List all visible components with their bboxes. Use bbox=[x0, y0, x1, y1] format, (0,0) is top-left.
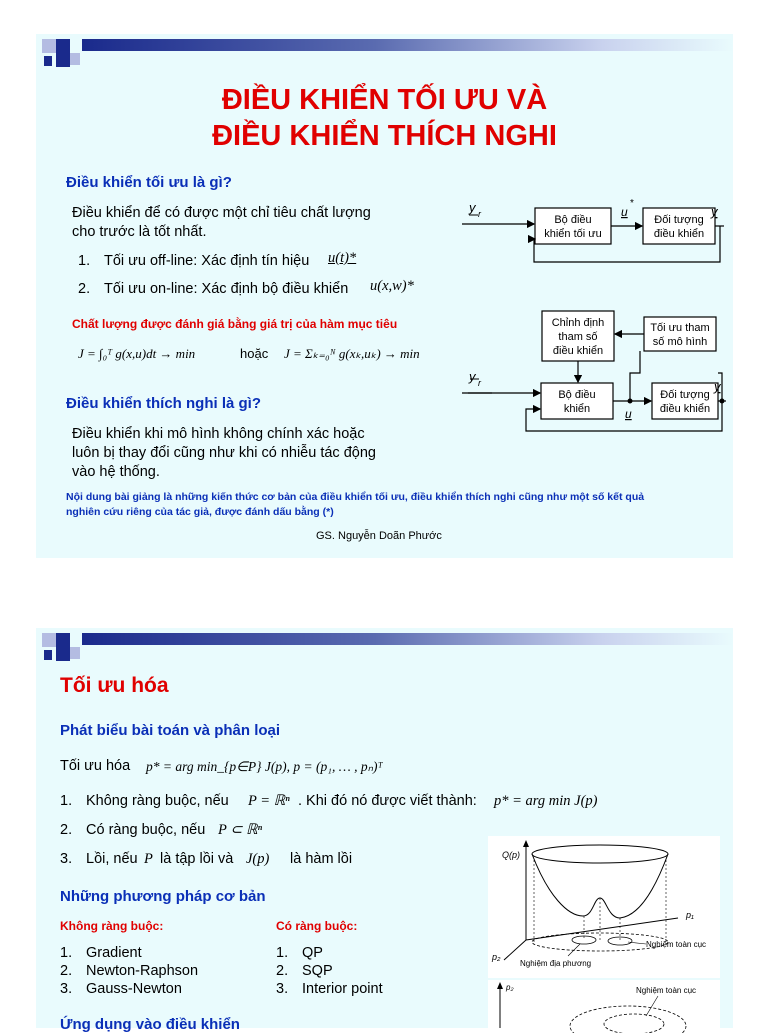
note-line1: Nội dung bài giảng là những kiến thức cơ bản của điều khiển tối ưu, điều khiển thích nghi cũng như một số kết quả bbox=[66, 491, 645, 503]
method-num: 3. bbox=[60, 981, 73, 997]
adaptive-plant-l2: điều khiển bbox=[659, 403, 711, 415]
slide-1 bbox=[36, 34, 733, 558]
convex-math-p: P bbox=[144, 851, 153, 867]
formula-continuous: J = ∫₀ᵀ g(x,u)dt → min bbox=[78, 346, 196, 361]
convex-text: Lồi, nếu bbox=[86, 851, 138, 867]
heading-adaptive-control: Điều khiển thích nghi là gì? bbox=[66, 395, 262, 412]
convex-math-j: J(p) bbox=[246, 851, 270, 867]
tuner-label-l3: điều khiển bbox=[552, 345, 604, 357]
ref-input-label: y bbox=[469, 200, 476, 215]
list-number: 2. bbox=[60, 822, 73, 838]
list-number: 3. bbox=[60, 851, 73, 867]
list-number: 2. bbox=[78, 281, 91, 297]
controller-label-l2: khiển tối ưu bbox=[544, 228, 602, 240]
slide-title-line2: ĐIỀU KHIỂN THÍCH NGHI bbox=[212, 120, 557, 152]
heading-methods: Những phương pháp cơ bản bbox=[60, 888, 266, 905]
p2-axis-label: p₂ bbox=[506, 983, 514, 992]
constrained-math: P ⊂ ℝⁿ bbox=[218, 822, 263, 838]
tuner-label-l1: Chỉnh định bbox=[551, 317, 605, 329]
deco-square bbox=[56, 53, 70, 67]
deco-square bbox=[56, 633, 70, 647]
optimal-signal-label: u bbox=[621, 205, 628, 219]
heading-optimal-control: Điều khiển tối ưu là gì? bbox=[66, 174, 232, 191]
online-item-math: u(x,w)* bbox=[370, 278, 414, 294]
optimization-formula: p* = arg min_{p∈P} J(p), p = (p₁, … , pₙ)ᵀ bbox=[146, 759, 383, 774]
method-gradient: Gradient bbox=[86, 945, 142, 961]
slide-title-line1: ĐIỀU KHIỂN TỐI ƯU VÀ bbox=[221, 84, 548, 116]
online-item-text: Tối ưu on-line: Xác định bộ điều khiển bbox=[104, 281, 349, 297]
slide-2 bbox=[36, 628, 733, 1033]
deco-square bbox=[70, 53, 80, 65]
adaptive-input-ext bbox=[462, 374, 502, 414]
unconstrained-methods-label: Không ràng buộc: bbox=[60, 919, 164, 933]
gradient-bar bbox=[82, 39, 733, 51]
or-word: hoặc bbox=[240, 346, 269, 361]
q-axis-label: Q(p) bbox=[502, 850, 520, 860]
list-number: 1. bbox=[78, 253, 91, 269]
unconstrained-math: P = ℝⁿ bbox=[248, 793, 290, 809]
unconstrained-formula: p* = arg min J(p) bbox=[494, 793, 598, 809]
graph-background bbox=[488, 836, 720, 978]
control-signal-label: u bbox=[625, 407, 632, 421]
convex-text-2: là tập lồi và bbox=[160, 851, 234, 867]
list-number: 1. bbox=[60, 793, 73, 809]
adaptive-def-line3: vào hệ thống. bbox=[72, 464, 160, 480]
optimal-control-diagram bbox=[456, 194, 726, 269]
deco-square bbox=[44, 650, 52, 660]
p1-axis-label: p₁ bbox=[686, 910, 694, 920]
method-qp: QP bbox=[302, 945, 323, 961]
constrained-methods-label: Có ràng buộc: bbox=[276, 919, 358, 933]
slide-title: Tối ưu hóa bbox=[60, 674, 169, 697]
output-label: y bbox=[711, 204, 718, 219]
nonconvex-surface-graph bbox=[488, 836, 720, 978]
optimal-signal-star: * bbox=[630, 198, 634, 209]
optimal-def-line1: Điều khiển để có được một chỉ tiêu chất lượng bbox=[72, 205, 371, 221]
optimal-def-line2: cho trước là tốt nhất. bbox=[72, 224, 207, 240]
offline-item-text: Tối ưu off-line: Xác định tín hiệu bbox=[104, 253, 310, 269]
author: GS. Nguyễn Doãn Phước bbox=[316, 530, 442, 542]
controller-label-l1: Bộ điều bbox=[554, 214, 592, 226]
adaptive-def-line2: luôn bị thay đổi cũng như khi có nhiễu tác động bbox=[72, 445, 376, 461]
local-optimum-label: Nghiệm địa phương bbox=[520, 959, 592, 968]
global-optimum-label: Nghiệm toàn cục bbox=[636, 986, 697, 995]
optimizer-label-l1: Tối ưu tham bbox=[650, 322, 710, 334]
deco-square bbox=[56, 39, 70, 53]
adaptive-control-diagram bbox=[469, 309, 726, 439]
deco-square bbox=[56, 647, 70, 661]
method-num: 3. bbox=[276, 981, 289, 997]
heading-problem-statement: Phát biểu bài toán và phân loại bbox=[60, 722, 281, 739]
unconstrained-text: Không ràng buộc, nếu bbox=[86, 793, 229, 809]
slide-header-decoration bbox=[36, 628, 733, 672]
deco-square bbox=[42, 633, 56, 647]
optimizer-label-l2: số mô hình bbox=[652, 336, 708, 348]
global-optimum-label: Nghiệm toàn cục bbox=[646, 940, 707, 949]
adaptive-plant-l1: Đối tượng bbox=[660, 389, 710, 401]
tuner-label-l2: tham số bbox=[558, 331, 598, 343]
plant-label-l2: điều khiển bbox=[653, 228, 705, 240]
adaptive-controller-l1: Bộ điều bbox=[558, 389, 596, 401]
method-newton-raphson: Newton-Raphson bbox=[86, 963, 199, 979]
deco-square bbox=[44, 56, 52, 66]
adaptive-output-label: y bbox=[714, 379, 721, 394]
deco-square bbox=[42, 39, 56, 53]
formula-discrete: J = Σₖ₌₀ᴺ g(xₖ,uₖ) → min bbox=[284, 346, 420, 361]
note-line2: nghiên cứu riêng của tác giả, được đánh dấu bằng (*) bbox=[66, 506, 334, 518]
gradient-bar bbox=[82, 633, 733, 645]
method-num: 1. bbox=[60, 945, 73, 961]
optimization-label: Tối ưu hóa bbox=[60, 758, 131, 774]
p2-axis-label: p₂ bbox=[492, 952, 501, 962]
ref-input-sub: r bbox=[478, 209, 481, 219]
quality-label: Chất lượng được đánh giá bằng giá trị của hàm mục tiêu bbox=[72, 317, 398, 331]
offline-item-math: u(t)* bbox=[328, 250, 357, 266]
method-num: 2. bbox=[276, 963, 289, 979]
method-gauss-newton: Gauss-Newton bbox=[86, 981, 182, 997]
slide-header-decoration bbox=[36, 34, 733, 78]
contour-graph bbox=[488, 980, 720, 1028]
ref-input-sub: r bbox=[478, 378, 481, 388]
method-sqp: SQP bbox=[302, 963, 333, 979]
deco-square bbox=[70, 647, 80, 659]
adaptive-def-line1: Điều khiển khi mô hình không chính xác hoặc bbox=[72, 426, 365, 442]
method-num: 1. bbox=[276, 945, 289, 961]
method-interior-point: Interior point bbox=[302, 981, 383, 997]
method-num: 2. bbox=[60, 963, 73, 979]
adaptive-controller-l2: khiển bbox=[563, 403, 591, 415]
constrained-text: Có ràng buộc, nếu bbox=[86, 822, 206, 838]
unconstrained-text-2: . Khi đó nó được viết thành: bbox=[298, 793, 477, 809]
heading-application: Ứng dụng vào điều khiển bbox=[60, 1016, 240, 1033]
convex-text-3: là hàm lồi bbox=[290, 851, 353, 867]
plant-label-l1: Đối tượng bbox=[654, 214, 704, 226]
ref-input-label: y bbox=[469, 369, 476, 384]
